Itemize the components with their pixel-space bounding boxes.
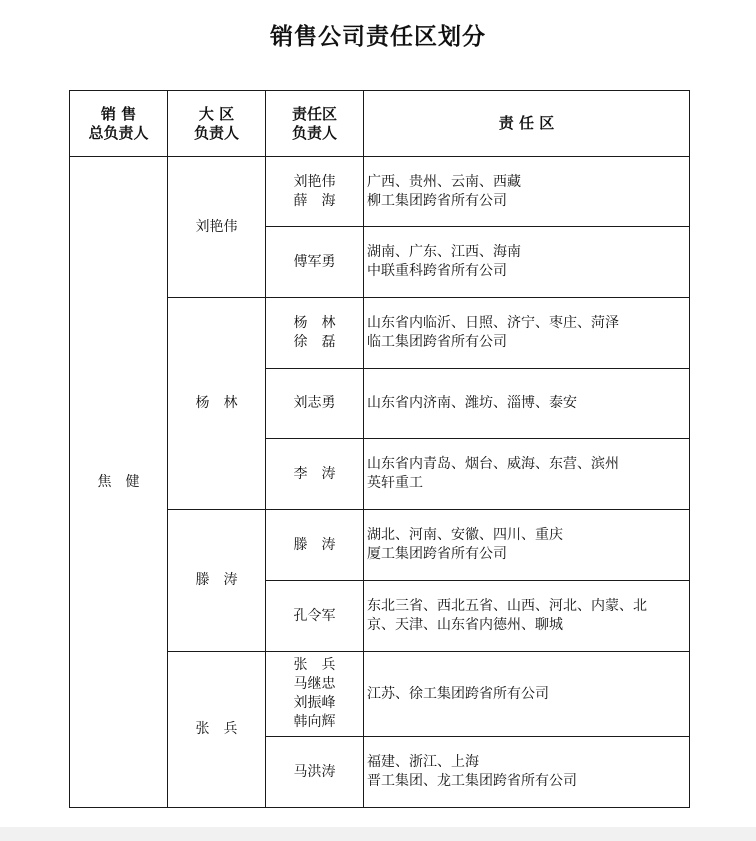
zone-persons-cell: 张 兵 马继忠 刘振峰 韩向辉 <box>266 652 364 737</box>
header-zone-manager: 责任区 负责人 <box>266 91 364 157</box>
table-row <box>70 157 690 227</box>
region-manager-cell: 刘艳伟 <box>168 157 266 298</box>
region-manager-cell: 杨 林 <box>168 298 266 510</box>
zone-persons-cell: 傅军勇 <box>266 227 364 298</box>
zone-areas-cell: 山东省内青岛、烟台、威海、东营、滨州 英轩重工 <box>364 439 690 510</box>
zone-persons-cell: 李 涛 <box>266 439 364 510</box>
header-responsibility-area: 责 任 区 <box>364 91 690 157</box>
header-region-manager: 大 区 负责人 <box>168 91 266 157</box>
zone-areas-cell: 山东省内济南、潍坊、淄博、泰安 <box>364 369 690 439</box>
region-manager-cell: 张 兵 <box>168 652 266 808</box>
zone-areas-cell: 江苏、徐工集团跨省所有公司 <box>364 652 690 737</box>
zone-persons-cell: 刘志勇 <box>266 369 364 439</box>
zone-persons-cell: 刘艳伟 薛 海 <box>266 157 364 227</box>
zone-areas-cell: 东北三省、西北五省、山西、河北、内蒙、北 京、天津、山东省内德州、聊城 <box>364 581 690 652</box>
responsibility-table <box>69 90 690 808</box>
zone-areas-cell: 山东省内临沂、日照、济宁、枣庄、菏泽 临工集团跨省所有公司 <box>364 298 690 369</box>
region-manager-cell: 滕 涛 <box>168 510 266 652</box>
zone-areas-cell: 福建、浙江、上海 晋工集团、龙工集团跨省所有公司 <box>364 737 690 808</box>
zone-persons-cell: 滕 涛 <box>266 510 364 581</box>
zone-persons-cell: 马洪涛 <box>266 737 364 808</box>
zone-areas-cell: 湖南、广东、江西、海南 中联重科跨省所有公司 <box>364 227 690 298</box>
header-general-manager: 销 售 总负责人 <box>70 91 168 157</box>
zone-persons-cell: 孔令军 <box>266 581 364 652</box>
general-manager-cell: 焦 健 <box>70 157 168 808</box>
header-row <box>70 91 690 157</box>
table-body <box>70 91 690 808</box>
zone-persons-cell: 杨 林 徐 磊 <box>266 298 364 369</box>
zone-areas-cell: 湖北、河南、安徽、四川、重庆 厦工集团跨省所有公司 <box>364 510 690 581</box>
zone-areas-cell: 广西、贵州、云南、西藏 柳工集团跨省所有公司 <box>364 157 690 227</box>
page-bottom-strip <box>0 827 756 841</box>
page-title: 销售公司责任区划分 <box>270 24 486 50</box>
